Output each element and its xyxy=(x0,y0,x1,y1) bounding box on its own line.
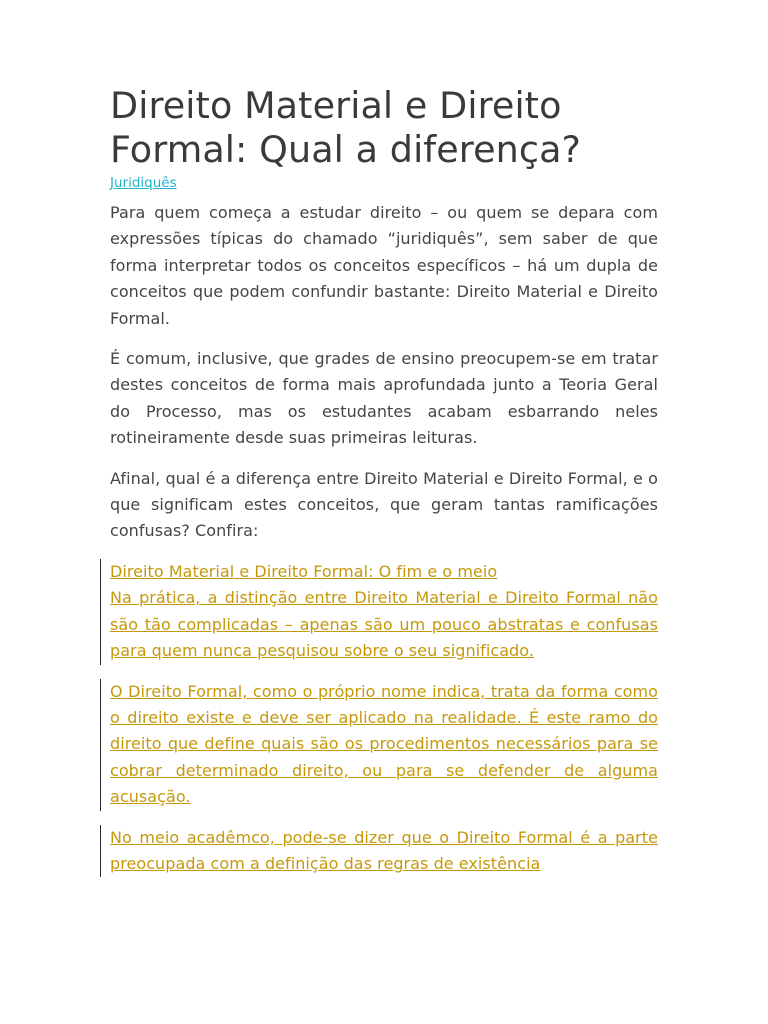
blockquote xyxy=(110,679,658,811)
blockquote-text xyxy=(110,559,658,665)
category-link[interactable]: Juridiquês xyxy=(110,175,177,191)
blockquote-link[interactable]: O Direito Formal, como o próprio nome indica, trata da forma como o direito existe e deve ser aplicado na realidade. É este ramo do direito que define quais são os procedimentos necessários para se cobrar determinado direito, ou para se defender de alguma acusação. xyxy=(110,681,658,807)
section-heading-link[interactable]: Direito Material e Direito Formal: O fim e o meio xyxy=(110,561,498,581)
blockquote-text xyxy=(110,825,658,878)
blockquote-link[interactable]: No meio acadêmco, pode-se dizer que o Direito Formal é a parte preocupada com a definição das regras de existência xyxy=(110,827,658,873)
blockquote-text xyxy=(110,679,658,811)
blockquote-link[interactable]: Na prática, a distinção entre Direito Material e Direito Formal não são tão complicadas – apenas são um pouco abstratas e confusas para quem nunca pesquisou sobre o seu significado. xyxy=(110,588,658,661)
article xyxy=(110,84,658,877)
intro-paragraph: Para quem começa a estudar direito – ou quem se depara com expressões típicas do chamado “juridiquês”, sem saber de que forma interpretar todos os conceitos específicos – há um dupla de conceitos que podem confundir bastante: Direito Material e Direito Formal. xyxy=(110,203,658,328)
article-title: Direito Material e Direito Formal: Qual a diferença? xyxy=(110,84,582,171)
body-paragraph: Afinal, qual é a diferença entre Direito Material e Direito Formal, e o que significam estes conceitos, que geram tantas ramificações confusas? Confira: xyxy=(110,468,658,541)
body-paragraph: É comum, inclusive, que grades de ensino preocupem-se em tratar destes conceitos de forma mais aprofundada junto a Teoria Geral do Processo, mas os estudantes acabam esbarrando neles rotineiramente desde suas primeiras leituras. xyxy=(110,349,658,448)
blockquote xyxy=(110,559,658,665)
blockquote xyxy=(110,825,658,878)
